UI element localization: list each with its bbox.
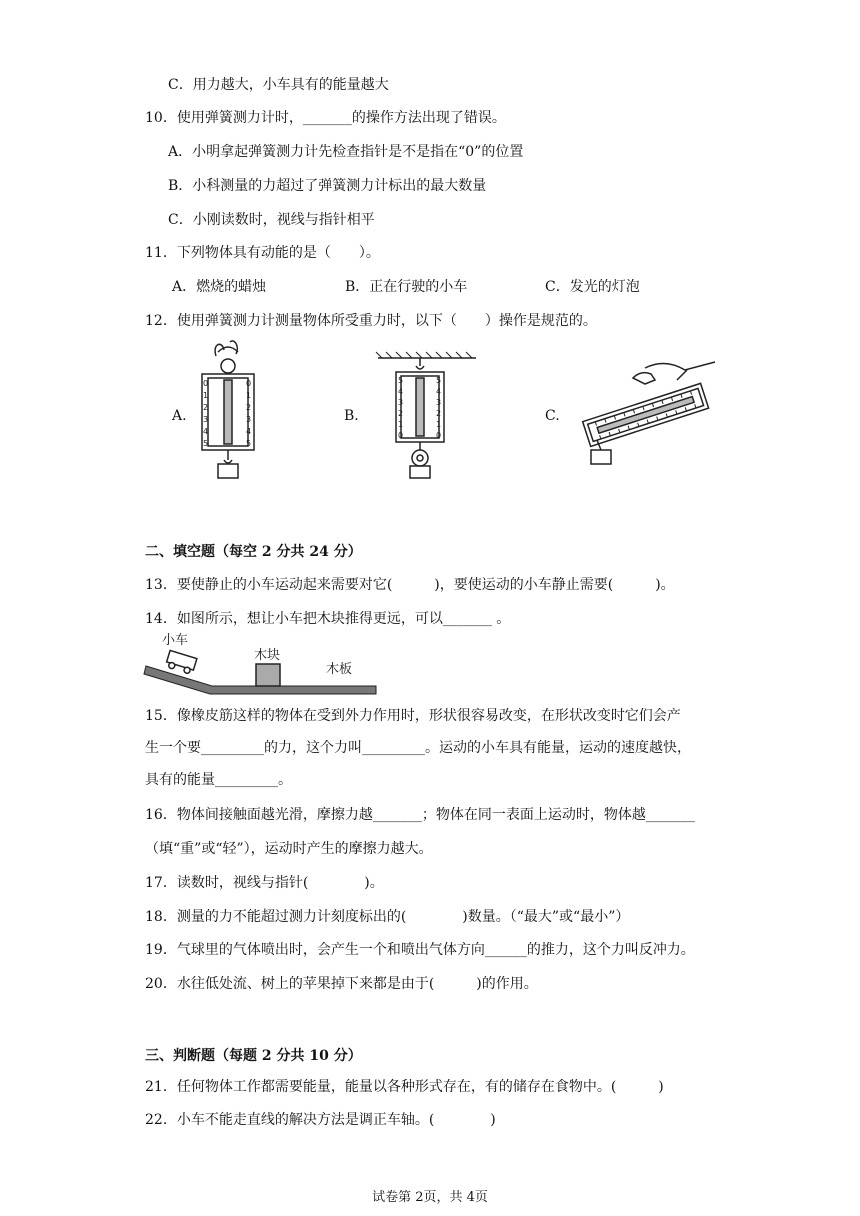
scale-b-left-4: 4 — [398, 387, 404, 396]
line-q9c: C．用力越大，小车具有的能量越大 — [168, 77, 389, 93]
scale-b-right-5: 5 — [436, 376, 442, 385]
option-11c: C．发光的灯泡 — [545, 279, 640, 295]
label-board: 木板 — [326, 662, 353, 677]
scale-b-right-3: 3 — [436, 398, 442, 407]
question-16-line-2: （填“重”或“轻”），运动时产生的摩擦力越大。 — [145, 841, 433, 857]
scale-a-right-1: 1 — [246, 391, 252, 400]
ramp-car-block-figure — [140, 626, 380, 698]
option-11a: A．燃烧的蜡烛 — [172, 279, 267, 295]
question-20: 20．水往低处流、树上的苹果掉下来都是由于( )的作用。 — [145, 976, 538, 992]
option-10a: A．小明拿起弹簧测力计先检查指针是不是指在“0”的位置 — [168, 144, 524, 160]
spring-scale-figure-a — [188, 338, 268, 488]
question-15-line-3: 具有的能量_________。 — [145, 772, 292, 788]
option-12a-label: A. — [172, 408, 187, 424]
question-21: 21．任何物体工作都需要能量，能量以各种形式存在，有的储存在食物中。( ) — [145, 1079, 664, 1095]
question-15-line-2: 生一个要_________的力，这个力叫_________。运动的小车具有能量，运动的速度越快， — [145, 740, 691, 756]
option-12b-label: B. — [344, 408, 359, 424]
option-12c-label: C. — [545, 408, 560, 424]
question-11: 11．下列物体具有动能的是（ ）。 — [145, 245, 380, 261]
scale-b-left-0: 0 — [398, 431, 404, 440]
question-14: 14．如图所示，想让小车把木块推得更远，可以_______ 。 — [145, 611, 511, 627]
label-car: 小车 — [162, 633, 189, 648]
label-block: 木块 — [254, 648, 281, 663]
option-10b: B．小科测量的力超过了弹簧测力计标出的最大数量 — [168, 178, 487, 194]
section-3-heading: 三、判断题（每题 2 分共 10 分） — [145, 1048, 362, 1064]
scale-a-right-4: 4 — [246, 427, 252, 436]
question-19: 19．气球里的气体喷出时，会产生一个和喷出气体方向______的推力，这个力叫反冲力。 — [145, 942, 695, 958]
option-10c: C．小刚读数时，视线与指针相平 — [168, 212, 375, 228]
scale-a-right-0: 0 — [246, 379, 252, 388]
option-11b: B．正在行驶的小车 — [345, 279, 468, 295]
scale-b-right-4: 4 — [436, 387, 442, 396]
scale-a-left-3: 3 — [203, 415, 209, 424]
section-2-heading: 二、填空题（每空 2 分共 24 分） — [145, 544, 362, 560]
question-18: 18．测量的力不能超过测力计刻度标出的( )数量。（“最大”或“最小”） — [145, 909, 630, 925]
question-22: 22．小车不能走直线的解决方法是调正车轴。( ) — [145, 1112, 496, 1128]
scale-a-right-2: 2 — [246, 403, 252, 412]
scale-a-left-1: 1 — [203, 391, 209, 400]
scale-a-right-3: 3 — [246, 415, 252, 424]
scale-a-left-0: 0 — [203, 379, 209, 388]
scale-b-left-3: 3 — [398, 398, 404, 407]
question-15-line-1: 15．像橡皮筋这样的物体在受到外力作用时，形状很容易改变，在形状改变时它们会产 — [145, 708, 681, 724]
question-12: 12．使用弹簧测力计测量物体所受重力时，以下（ ）操作是规范的。 — [145, 313, 597, 329]
scale-b-right-1: 1 — [436, 420, 442, 429]
spring-scale-figure-c — [575, 358, 720, 470]
question-17: 17．读数时，视线与指针( )。 — [145, 875, 384, 891]
scale-b-left-1: 1 — [398, 420, 404, 429]
scale-a-left-2: 2 — [203, 403, 209, 412]
spring-scale-figure-b — [372, 350, 482, 480]
scale-a-left-5: 5 — [203, 439, 209, 448]
scale-a-right-5: 5 — [246, 439, 252, 448]
question-10: 10．使用弹簧测力计时，_______的操作方法出现了错误。 — [145, 110, 506, 126]
scale-a-left-4: 4 — [203, 427, 209, 436]
scale-b-right-2: 2 — [436, 409, 442, 418]
question-16-line-1: 16．物体间接触面越光滑，摩擦力越_______；物体在同一表面上运动时，物体越_______ — [145, 807, 695, 823]
scale-b-left-5: 5 — [398, 376, 404, 385]
scale-b-right-0: 0 — [436, 431, 442, 440]
scale-b-left-2: 2 — [398, 409, 404, 418]
question-13: 13．要使静止的小车运动起来需要对它( )，要使运动的小车静止需要( )。 — [145, 577, 675, 593]
page-footer: 试卷第 2页，共 4页 — [372, 1190, 488, 1205]
